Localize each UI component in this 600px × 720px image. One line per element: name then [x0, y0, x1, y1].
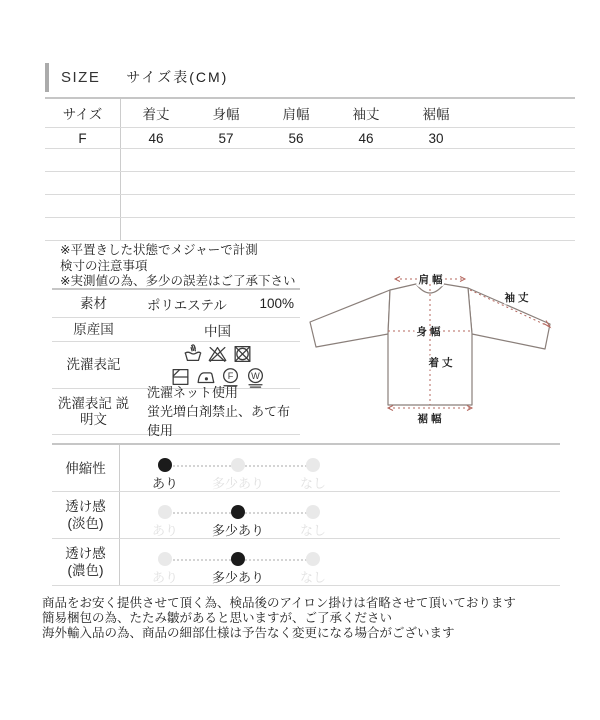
stretch-row [52, 445, 560, 492]
column-header-size: サイズ [45, 99, 121, 127]
option-nashi: なし [300, 505, 326, 539]
care-desc-line2: 蛍光増白剤禁止、あて布使用 [147, 404, 291, 438]
chest-width-label: 身幅 [416, 326, 444, 338]
option-tashou-ari: 多少あり [212, 552, 264, 586]
care-desc-line1: 洗濯ネット使用 [147, 385, 239, 400]
measuring-notes [60, 243, 295, 290]
size-heading: SIZE [61, 68, 101, 86]
material-row [52, 290, 300, 318]
care-description-row [52, 385, 300, 438]
sleeve-length-label: 袖丈 [504, 292, 532, 304]
sheerness-light-label: 透け感 [65, 499, 106, 514]
note-line: ※実測値の為、多少の誤差はご了承下さい [60, 274, 296, 288]
sheerness-dark-row: 透け感 (濃色) あり 多少あり なし [52, 539, 560, 586]
cell-size-f: F [45, 128, 121, 148]
option-dot [306, 552, 320, 566]
column-header-length: 着丈 [142, 107, 170, 122]
note-line: 検寸の注意事項 [60, 258, 148, 273]
option-dot [158, 505, 172, 519]
do-not-tumble-dry-icon [231, 343, 254, 365]
hand-wash-icon [181, 343, 204, 365]
size-table-empty-row [45, 172, 575, 195]
origin-value: 中国 [204, 323, 231, 339]
left-sleeve-outline [310, 290, 390, 347]
option-ari: あり [152, 505, 178, 539]
section-header [45, 62, 228, 92]
column-header-sleeve: 袖丈 [352, 107, 380, 122]
option-tashou-ari: 多少あり [212, 458, 264, 492]
material-label: 素材 [80, 295, 107, 311]
footer-notes [42, 596, 587, 641]
note-line: ※平置きした状態でメジャーで計測 [60, 243, 258, 257]
cell-length: 46 [148, 130, 164, 146]
care-desc-label-line1: 洗濯表記 [57, 395, 112, 411]
option-ari: あり [152, 458, 178, 492]
option-ari: あり [152, 552, 178, 586]
properties-table [52, 443, 560, 586]
cell-shoulder: 56 [288, 130, 304, 146]
column-header-hem: 裾幅 [422, 107, 450, 122]
hem-width-label: 裾幅 [417, 413, 445, 425]
garment-measurement-diagram [300, 250, 595, 432]
details-table [52, 288, 300, 438]
column-header-shoulder: 肩幅 [282, 107, 310, 122]
size-table-empty-row [45, 195, 575, 218]
size-table-header-row [45, 99, 575, 128]
option-tashou-ari: 多少あり [212, 505, 264, 539]
do-not-bleach-icon [206, 343, 229, 365]
cell-hem: 30 [428, 130, 444, 146]
origin-label: 原産国 [73, 321, 114, 337]
care-label: 洗濯表記 [66, 357, 121, 372]
size-table-title: サイズ表(CM) [126, 69, 229, 85]
material-percent: 100% [259, 296, 294, 311]
option-dot [306, 505, 320, 519]
stretch-label: 伸縮性 [65, 460, 106, 476]
footer-note-line: 海外輸入品の為、商品の細部仕様は予告なく変更になる場合がございます [42, 626, 455, 640]
option-dot [158, 458, 172, 472]
care-symbols-row [52, 342, 300, 389]
option-dot [306, 458, 320, 472]
size-table-empty-row [45, 149, 575, 172]
option-dot [231, 505, 245, 519]
shoulder-width-label: 肩幅 [418, 274, 446, 286]
footer-note-line: 商品をお安く提供させて頂く為、検品後のアイロン掛けは省略させて頂いております [42, 596, 516, 610]
cell-sleeve: 46 [358, 130, 374, 146]
material-value: ポリエステル [147, 297, 227, 313]
care-desc-label-line2: 説明文 [80, 395, 130, 427]
svg-text:W: W [250, 370, 260, 381]
header-accent-bar [45, 63, 49, 92]
option-dot [231, 552, 245, 566]
size-table [45, 97, 575, 241]
option-dot [158, 552, 172, 566]
svg-text:F: F [227, 370, 233, 381]
option-nashi: なし [300, 458, 326, 492]
sheerness-dark-label: 透け感 [65, 546, 106, 561]
column-header-width: 身幅 [212, 107, 240, 122]
option-nashi: なし [300, 552, 326, 586]
body-length-label: 着丈 [428, 357, 456, 369]
footer-note-line: 簡易梱包の為、たたみ皺があると思いますが、ご了承ください [42, 611, 393, 625]
size-table-empty-row [45, 218, 575, 241]
size-table-row-f [45, 128, 575, 149]
cell-width: 57 [218, 130, 234, 146]
origin-row [52, 318, 300, 342]
option-dot [231, 458, 245, 472]
sheerness-light-row: 透け感 (淡色) あり 多少あり なし [52, 492, 560, 539]
